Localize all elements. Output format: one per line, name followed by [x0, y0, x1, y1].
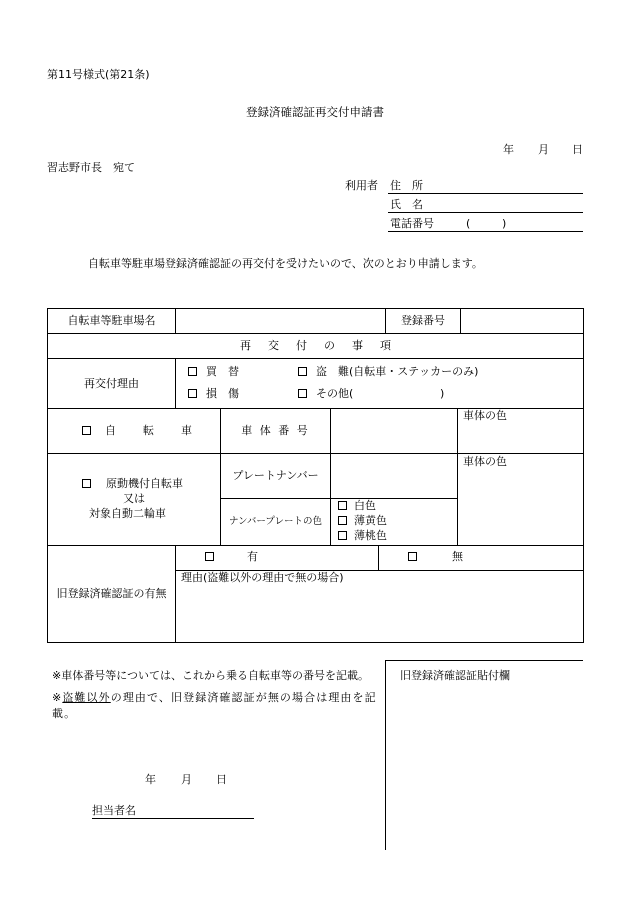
note2-prefix: ※ [52, 691, 63, 704]
bicycle-body-color-label: 車体の色 [463, 409, 507, 422]
note-body-number: ※車体番号等については、これから乗る自転車等の番号を記載。 [52, 669, 369, 682]
checkbox-plate-white[interactable] [338, 501, 347, 510]
phone-field[interactable] [388, 217, 583, 232]
name-label: 氏 名 [390, 198, 423, 211]
staff-name-field[interactable] [92, 804, 254, 819]
sticker-box-label: 旧登録済確認証貼付欄 [400, 669, 510, 682]
checkbox-old-certificate-yes[interactable] [205, 552, 214, 561]
applicant-label: 利用者 [345, 179, 378, 192]
parking-name-label: 自転車等駐車場名 [47, 308, 176, 334]
plate-color-label: ナンバープレートの色 [220, 498, 331, 546]
old-certificate-label: 旧登録済確認証の有無 [47, 545, 176, 643]
parking-name-field[interactable] [175, 308, 386, 334]
plate-color-light-pink: 薄桃色 [354, 529, 387, 542]
address-label: 住 所 [390, 179, 423, 192]
reissue-reason-label: 再交付理由 [47, 358, 176, 409]
body-number-label: 車 体 番 号 [220, 408, 331, 454]
checkbox-plate-light-yellow[interactable] [338, 516, 347, 525]
checkbox-old-certificate-no[interactable] [408, 552, 417, 561]
date-day-label: 日 [572, 143, 583, 156]
motorbike-label-line2: 又は [123, 492, 145, 505]
old-certificate-yes-label: 有 [247, 550, 258, 563]
phone-paren-open: ( [466, 217, 471, 230]
checkbox-motorbike[interactable] [82, 479, 91, 488]
staff-date-year: 年 [145, 773, 156, 786]
note2-underlined: 盗難以外 [62, 691, 111, 704]
motorbike-label-line3: 対象自動二輪車 [89, 507, 166, 520]
phone-paren-close: ) [502, 217, 507, 230]
registration-number-field[interactable] [460, 308, 584, 334]
old-certificate-reason-label: 理由(盗難以外の理由で無の場合) [181, 571, 344, 584]
body-number-field[interactable] [330, 408, 458, 454]
sticker-box-top-border [385, 660, 583, 661]
note-missing-certificate [52, 690, 382, 722]
reason-option-theft: 盗 難(自転車・ステッカーのみ) [316, 365, 479, 378]
staff-date-month: 月 [181, 773, 192, 786]
phone-label: 電話番号 [390, 217, 434, 230]
name-field[interactable] [388, 198, 583, 213]
bicycle-label: 自 転 車 [105, 424, 200, 437]
form-title: 登録済確認証再交付申請書 [246, 105, 384, 119]
reason-option-other: その他( [316, 387, 354, 400]
old-certificate-no-label: 無 [452, 550, 463, 563]
plate-number-label: プレートナンバー [220, 453, 331, 499]
checkbox-reason-theft[interactable] [298, 367, 307, 376]
plate-color-options [330, 498, 458, 546]
motorbike-label-line1: 原動機付自転車 [106, 477, 183, 490]
date-year-label: 年 [503, 143, 514, 156]
reason-option-replacement: 買 替 [206, 365, 239, 378]
checkbox-plate-light-pink[interactable] [338, 531, 347, 540]
reason-option-damage: 損 傷 [206, 387, 239, 400]
checkbox-reason-replacement[interactable] [188, 367, 197, 376]
reason-other-close: ) [440, 387, 445, 400]
staff-name-label: 担当者名 [92, 804, 136, 817]
plate-color-white: 白色 [354, 499, 376, 512]
note2-suffix: の理由で、旧登録済確認証が無の場合は理由を記載。 [52, 691, 377, 720]
date-month-label: 月 [538, 143, 549, 156]
plate-color-light-yellow: 薄黄色 [354, 514, 387, 527]
motorbike-body-color-label: 車体の色 [463, 455, 507, 468]
form-number: 第11号様式(第21条) [47, 68, 150, 81]
checkbox-bicycle[interactable] [82, 426, 91, 435]
addressee: 習志野市長 宛て [47, 161, 135, 174]
address-field[interactable] [388, 179, 583, 194]
plate-number-field[interactable] [330, 453, 458, 499]
reissue-section-header: 再 交 付 の 事 項 [47, 333, 584, 359]
sticker-box-left-border [385, 660, 386, 850]
checkbox-reason-damage[interactable] [188, 389, 197, 398]
staff-date-day: 日 [216, 773, 227, 786]
checkbox-reason-other[interactable] [298, 389, 307, 398]
intro-text: 自転車等駐車場登録済確認証の再交付を受けたいので、次のとおり申請します。 [88, 257, 483, 270]
registration-number-label: 登録番号 [385, 308, 461, 334]
